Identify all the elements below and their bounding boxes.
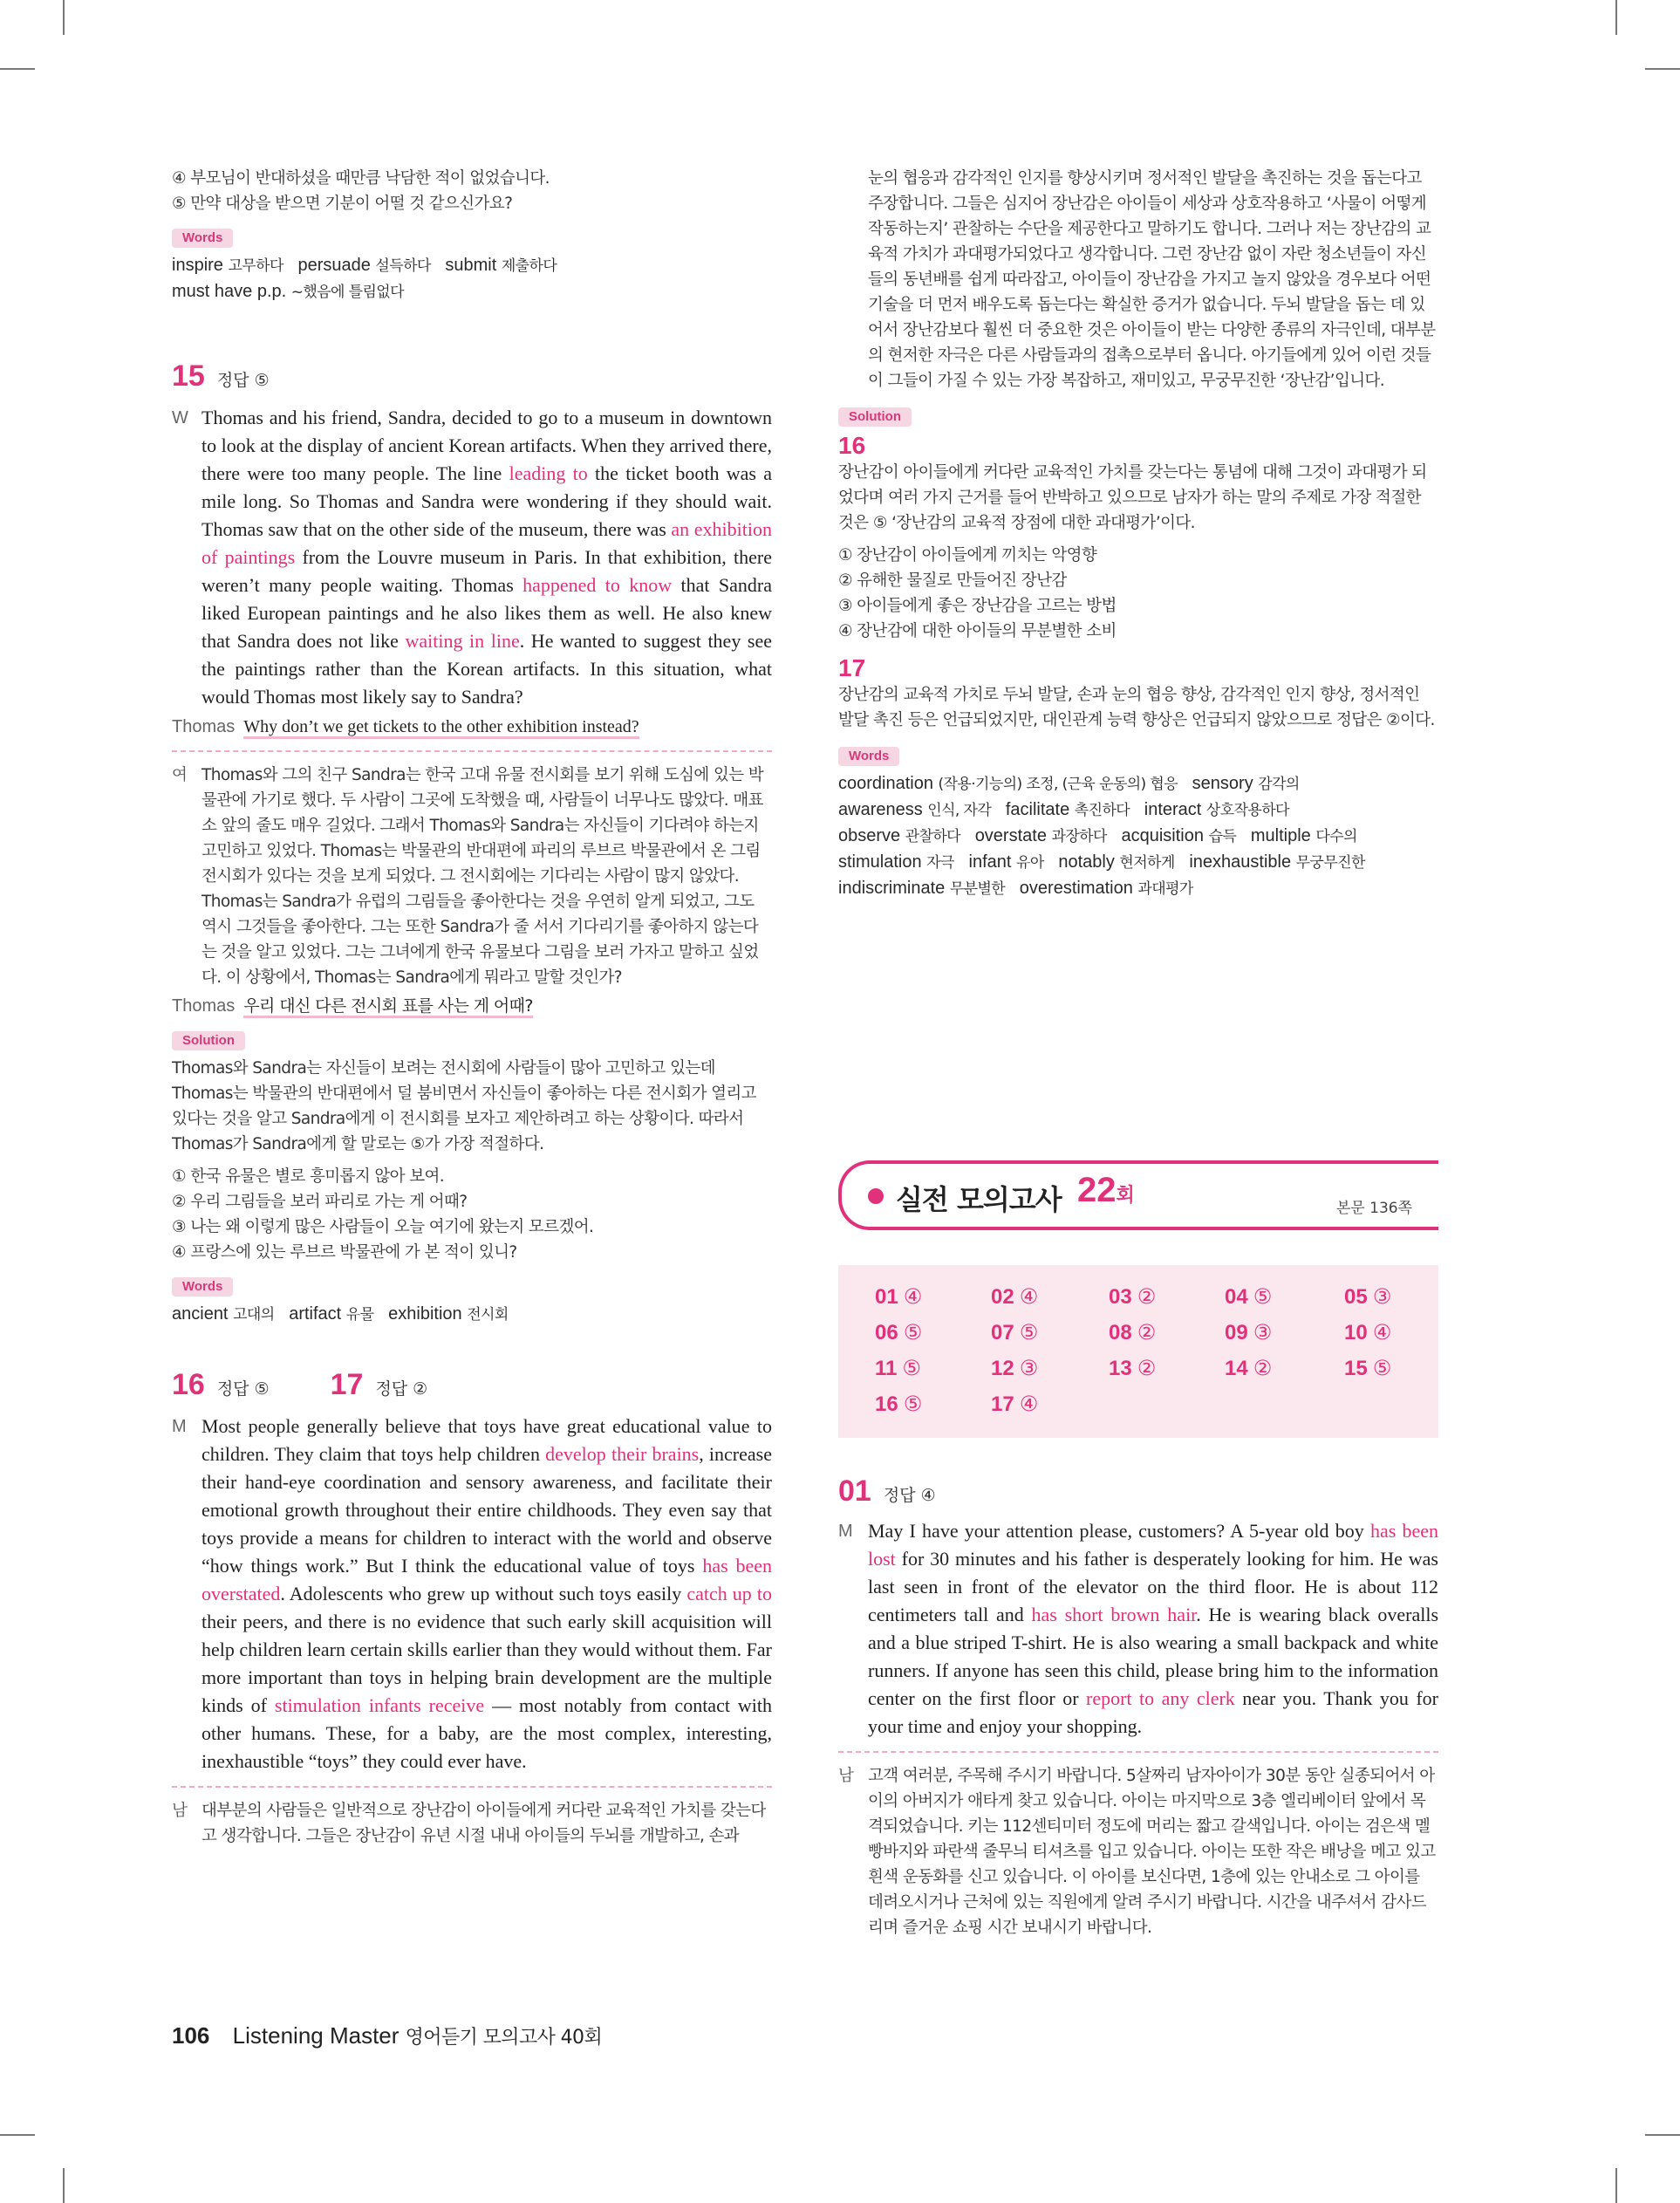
- word: sensory: [1192, 774, 1253, 793]
- answer-cell: [991, 1356, 1038, 1381]
- word: awareness: [838, 800, 923, 819]
- answer-val: ②: [1137, 1356, 1157, 1380]
- q14-options: [172, 166, 772, 216]
- solution-tag: Solution: [172, 1031, 245, 1050]
- speaker-label: Thomas: [172, 996, 236, 1016]
- answer-num: 06: [875, 1321, 898, 1344]
- speaker-label: M: [838, 1522, 853, 1541]
- word-meaning: 유물: [345, 1306, 374, 1324]
- word: infant: [968, 852, 1012, 872]
- option: ④ 프랑스에 있는 루브르 박물관에 가 본 적이 있니?: [172, 1243, 517, 1262]
- crop-mark: [1615, 2168, 1617, 2203]
- answer-text: 우리 대신 다른 전시회 표를 사는 게 어때?: [243, 996, 533, 1018]
- word-meaning: 제출하다: [501, 257, 557, 275]
- answer-num: 13: [1109, 1357, 1132, 1380]
- word-meaning: 무분별한: [949, 880, 1006, 898]
- script-highlight: catch up to: [686, 1583, 772, 1604]
- answer-val: ④: [1019, 1392, 1039, 1416]
- option: ③ 아이들에게 좋은 장난감을 고르는 방법: [838, 597, 1117, 615]
- answer-val: ③: [1372, 1284, 1392, 1309]
- words-tag: Words: [172, 229, 233, 248]
- answer-cell: [991, 1320, 1038, 1345]
- script-text: that Sandra liked European paintings and he also likes them as well. He also knew that Sandra does not like: [201, 574, 772, 652]
- word: interact: [1144, 800, 1202, 819]
- question-number: 16: [172, 1368, 205, 1401]
- word: coordination: [838, 774, 933, 793]
- banner-underline: [960, 1227, 1438, 1230]
- option: ⑤ 만약 대상을 받으면 기분이 어떨 것 같으신가요?: [172, 195, 513, 213]
- word: persuade: [297, 256, 371, 275]
- script-highlight: waiting in line: [405, 630, 520, 652]
- word-meaning: 다수의: [1315, 828, 1357, 845]
- word: inspire: [172, 256, 223, 275]
- script-text: . He wanted to suggest they see the paintings rather than the Korean artifacts. In this situation, what would Thomas most likely say to Sandra?: [201, 630, 772, 708]
- word-meaning: ~했음에 틀림없다: [290, 284, 404, 301]
- word: acquisition: [1121, 826, 1204, 845]
- answer-val: ②: [1137, 1320, 1157, 1344]
- script-highlight: develop their brains: [545, 1443, 700, 1465]
- answer-num: 14: [1225, 1357, 1248, 1380]
- answer-cell: [1344, 1356, 1391, 1381]
- page-reference: 본문 136쪽: [1335, 1200, 1412, 1217]
- crop-mark: [1615, 0, 1617, 35]
- solution-body: 장난감이 아이들에게 커다란 교육적인 가치를 갖는다는 통념에 대해 그것이 과대평가 되었다며 여러 가지 근거를 들어 반박하고 있으므로 남자가 하는 말의 주제로 가장 적절한 것은 ⑤ ‘장난감의 교육적 장점에 대한 과대평가’이다.: [838, 463, 1427, 532]
- translation-continued: [838, 166, 1438, 393]
- page-number: 106: [172, 2022, 210, 2049]
- words-row: [838, 771, 1438, 797]
- answer-val: ⑤: [1253, 1284, 1273, 1309]
- answer-cell: [875, 1284, 922, 1310]
- answer-key: 정답 ⑤: [216, 1379, 270, 1399]
- script-highlight: stimulation infants receive: [274, 1694, 485, 1716]
- word-meaning: 촉진하다: [1074, 802, 1130, 819]
- answer-val: ④: [1372, 1320, 1392, 1344]
- answer-grid: [838, 1265, 1438, 1438]
- crop-mark: [63, 0, 65, 35]
- word: submit: [445, 256, 497, 275]
- book-title-en: Listening Master: [232, 2022, 400, 2049]
- translation: [838, 1763, 1438, 1940]
- script-text: Thomas and his friend, Sandra, decided to go to a museum in downtown to look at the display of ancient Korean artifacts. When they arrived there, there were too many people. The line: [201, 407, 772, 484]
- answer-cell: [1225, 1320, 1272, 1345]
- option: ② 유해한 물질로 만들어진 장난감: [838, 571, 1067, 590]
- solution-number: 16: [838, 432, 866, 459]
- answer-cell: [1225, 1356, 1272, 1381]
- word-meaning: 자극: [926, 854, 954, 872]
- word-meaning: 과장하다: [1051, 828, 1107, 845]
- question-number: 17: [330, 1368, 364, 1401]
- right-column: [838, 166, 1438, 902]
- word: must have p.p.: [172, 282, 287, 301]
- word: overestimation: [1019, 879, 1133, 898]
- words-row: [172, 279, 772, 305]
- solution-text: [838, 682, 1438, 733]
- answer-num: 02: [991, 1285, 1014, 1309]
- option: ④ 장난감에 대한 아이들의 무분별한 소비: [838, 622, 1117, 640]
- answer-num: 05: [1344, 1285, 1368, 1309]
- speaker-label: Thomas: [172, 717, 236, 736]
- words-tag: Words: [172, 1277, 233, 1296]
- answer-cell: [1109, 1356, 1156, 1381]
- script-text: . He is wearing black overalls and a blue striped T-shirt. He is also wearing a small backpack and white runners. If anyone has seen this child, please bring him to the information center on the first floor or: [868, 1604, 1439, 1709]
- word-meaning: 유아: [1016, 854, 1044, 872]
- word-meaning: 무궁무진한: [1295, 854, 1365, 872]
- listening-script: [838, 1517, 1438, 1741]
- script-text: May I have your attention please, customers? A 5-year old boy: [868, 1520, 1370, 1542]
- solution-options: [172, 1164, 772, 1265]
- words-row: [838, 824, 1438, 850]
- words-row: [838, 876, 1438, 902]
- answer-key: 정답 ④: [883, 1486, 936, 1505]
- answer-num: 03: [1109, 1285, 1132, 1309]
- speaker-label: 여: [172, 766, 188, 784]
- solution-body: Thomas와 Sandra는 자신들이 보려는 전시회에 사람들이 많아 고민하고 있는데 Thomas는 박물관의 반대편에서 덜 붐비면서 자신들이 좋아하는 다른 전시회가 열리고 있다는 것을 알고 Sandra에게 이 전시회를 보자고 제안하려고 하는 상황이다. 따라서 Thomas가 Sandra에게 할 말로는 ⑤가 가장 적절하다.: [172, 1059, 756, 1153]
- script-text: their peers, and there is no evidence that such early skill acquisition will help children learn certain skills earlier than they would without them. Far more important than toys in helping brain development are the multiple kinds of: [201, 1611, 772, 1716]
- crop-mark: [0, 2134, 35, 2136]
- answer-num: 15: [1344, 1357, 1368, 1380]
- answer-num: 17: [991, 1392, 1014, 1416]
- translation-text: 고객 여러분, 주목해 주시기 바랍니다. 5살짜리 남자아이가 30분 동안 실종되어서 아이의 아버지가 애타게 찾고 있습니다. 아이는 마지막으로 3층 엘리베이터 앞에서 목격되었습니다. 키는 112센티미터 정도에 머리는 짧고 갈색입니다. 아이는 검은색 멜빵바지와 파란색 줄무늬 티셔츠를 입고 있습니다. 아이는 또한 작은 배낭을 메고 있고 흰색 운동화를 신고 있습니다. 이 아이를 보신다면, 1층에 있는 안내소로 그 아이를 데려오시거나 근처에 있는 직원에게 알려 주시기 바랍니다. 시간을 내주셔서 감사드리며 즐거운 쇼핑 시간 보내시기 바랍니다.: [868, 1767, 1436, 1937]
- left-column: [172, 166, 772, 1849]
- test-banner: [838, 1160, 1438, 1230]
- script-text: from the Louvre museum in Paris. In that exhibition, there weren’t many people waiting. Thomas: [201, 546, 772, 596]
- answer-num: 07: [991, 1321, 1014, 1344]
- answer-val: ③: [1253, 1320, 1273, 1344]
- answer-cell: [875, 1356, 921, 1381]
- answer-cell: [991, 1284, 1038, 1310]
- words-row: [838, 797, 1438, 824]
- answer-num: 01: [875, 1285, 898, 1309]
- answer-cell: [1225, 1284, 1272, 1310]
- word-meaning: 과대평가: [1137, 880, 1193, 898]
- script-highlight: has been overstated: [201, 1555, 772, 1604]
- q01-section: [838, 1474, 1438, 1940]
- answer-val: ⑤: [902, 1356, 921, 1380]
- listening-script: [172, 404, 772, 711]
- answer-cell: [875, 1320, 922, 1345]
- script-highlight: report to any clerk: [1086, 1687, 1235, 1709]
- answer-cell: [1344, 1284, 1391, 1310]
- word-meaning: 인식, 자각: [927, 802, 992, 819]
- bullet-icon: [868, 1188, 884, 1204]
- question-number: 15: [172, 359, 205, 393]
- answer-val: ⑤: [1372, 1356, 1392, 1380]
- option: ② 우리 그림들을 보러 파리로 가는 게 어때?: [172, 1193, 468, 1211]
- word-meaning: 설득하다: [375, 257, 431, 275]
- script-text: , increase their hand-eye coordination and sensory awareness, and facilitate their emotional growth throughout their entire childhoods. They even say that toys provide a means for children to interact with the world and observe “how things work.” But I think the educational value of toys: [201, 1443, 772, 1577]
- test-number-value: 22: [1077, 1171, 1117, 1209]
- words-list: [172, 253, 772, 305]
- question-number: 01: [838, 1474, 871, 1508]
- answer-val: ④: [903, 1284, 923, 1309]
- word: inexhaustible: [1189, 852, 1292, 872]
- words-list: [838, 771, 1438, 902]
- script-highlight: happened to know: [522, 574, 673, 596]
- crop-mark: [1645, 68, 1680, 70]
- words-row: [172, 253, 772, 279]
- answer-cell: [1109, 1320, 1156, 1345]
- script-text: . Adolescents who grew up without such toys easily: [280, 1583, 687, 1604]
- script-highlight: has been lost: [868, 1520, 1438, 1570]
- word: exhibition: [388, 1304, 462, 1324]
- word: stimulation: [838, 852, 922, 872]
- answer-num: 10: [1344, 1321, 1368, 1344]
- script-highlight: has short brown hair: [1031, 1604, 1197, 1625]
- answer-val: ④: [1019, 1284, 1039, 1309]
- solution-options: [838, 543, 1438, 644]
- test-number: [1077, 1171, 1135, 1210]
- option: ③ 나는 왜 이렇게 많은 사람들이 오늘 여기에 왔는지 모르겠어.: [172, 1218, 594, 1236]
- answer-num: 09: [1225, 1321, 1248, 1344]
- crop-mark: [63, 2168, 65, 2203]
- word-meaning: 관찰하다: [905, 828, 961, 845]
- translation-text: Thomas와 그의 친구 Sandra는 한국 고대 유물 전시회를 보기 위해 도심에 있는 박물관에 가기로 했다. 두 사람이 그곳에 도착했을 때, 사람들이 너무나도 많았다. 매표소 앞의 줄도 매우 길었다. 그래서 Thomas와 Sandra는 자신들이 기다려야 하는지 고민하고 있었다. Thomas는 박물관의 반대편에 파리의 루브르 박물관에서 온 그림 전시회가 있다는 것을 보게 되었다. 그 전시회에는 기다리는 사람이 많지 않았다. Thomas는 Sandra가 유럽의 그림들을 좋아한다는 것을 우연히 알게 되었고, 그도 역시 그것들을 좋아한다. 그는 또한 Sandra가 줄 서서 기다리기를 좋아하지 않는다는 것을 알고 있었다. 그는 그녀에게 한국 유물보다 그림을 보러 가자고 말하고 싶었다. 이 상황에서, Thomas는 Sandra에게 뭐라고 말할 것인가?: [201, 766, 764, 987]
- answer-num: 16: [875, 1392, 898, 1416]
- script-text: for 30 minutes and his father is desperately looking for him. He was last seen in front of the elevator on the third floor. He is about 112 centimeters tall and: [868, 1548, 1438, 1625]
- answer-val: ⑤: [1019, 1320, 1039, 1344]
- answer-key: 정답 ⑤: [216, 371, 270, 390]
- question-header: [172, 1368, 772, 1402]
- answer-val: ②: [1253, 1356, 1273, 1380]
- solution-text: [172, 1056, 772, 1157]
- answer-key: 정답 ②: [375, 1379, 428, 1399]
- script-text: the ticket booth was a mile long. So Thomas and Sandra were wondering if they should wait. Thomas saw that on the other side of the museum, there was: [201, 462, 772, 540]
- banner-title: 실전 모의고사: [896, 1183, 1062, 1216]
- option: ① 장난감이 아이들에게 끼치는 악영향: [838, 546, 1097, 564]
- word-meaning: 고무하다: [228, 257, 283, 275]
- answer-cell: [991, 1392, 1038, 1417]
- translation: [172, 763, 772, 990]
- speaker-label: W: [172, 408, 188, 428]
- word: overstate: [974, 826, 1047, 845]
- words-tag: Words: [838, 747, 899, 766]
- script-text: near you. Thank you for your time and enjoy your shopping.: [868, 1687, 1439, 1737]
- page-footer: [172, 2022, 602, 2049]
- word-meaning: 감각의: [1258, 776, 1300, 793]
- answer-text: Why don’t we get tickets to the other exhibition instead?: [243, 717, 639, 739]
- answer-cell: [1344, 1320, 1391, 1345]
- crop-mark: [0, 68, 35, 70]
- solution-number: 17: [838, 654, 866, 681]
- word-meaning: 상호작용하다: [1205, 802, 1289, 819]
- solution-body: 장난감의 교육적 가치로 두뇌 발달, 손과 눈의 협응 향상, 감각적인 인지 향상, 정서적인 발달 촉진 등은 언급되었지만, 대인관계 능력 향상은 언급되지 않았으므로 정답은 ②이다.: [838, 686, 1435, 729]
- answer-line: [172, 713, 772, 740]
- answer-num: 12: [991, 1357, 1014, 1380]
- word: multiple: [1250, 826, 1311, 845]
- crop-mark: [1645, 2134, 1680, 2136]
- answer-cell: [1109, 1284, 1156, 1310]
- book-title: [233, 2022, 602, 2049]
- word: facilitate: [1005, 800, 1070, 819]
- word-meaning: (작용·기능의) 조정, (근육 운동의) 협응: [938, 776, 1178, 793]
- word: artifact: [289, 1304, 342, 1324]
- option: ④ 부모님이 반대하셨을 때만큼 낙담한 적이 없었습니다.: [172, 169, 550, 188]
- word: indiscriminate: [838, 879, 946, 898]
- words-list: [172, 1302, 772, 1328]
- word-meaning: 고대의: [233, 1306, 275, 1324]
- words-row: [838, 850, 1438, 876]
- answer-val: ⑤: [903, 1320, 923, 1344]
- translation-text: 눈의 협응과 감각적인 인지를 향상시키며 정서적인 발달을 촉진하는 것을 돕는다고 주장합니다. 그들은 심지어 장난감은 아이들이 세상과 상호작용하고 ‘사물이 어떻게 작동하는지’ 관찰하는 수단을 제공한다고 말하기도 합니다. 그러나 저는 장난감의 교육적 가치가 과대평가되었다고 생각합니다. 그런 장난감 없이 자란 청소년들이 자신들의 동년배를 쉽게 따라잡고, 아이들이 장난감을 가지고 놀지 않았을 경우보다 어떤 기술을 더 먼저 배우도록 돕는다는 확실한 증거가 없습니다. 두뇌 발달을 돕는 데 있어서 장난감보다 훨씬 더 중요한 것은 아이들이 받는 다양한 종류의 자극인데, 대부분의 현저한 자극은 다른 사람들과의 접촉으로부터 옵니다. 아기들에게 있어 이런 것들이 그들이 가질 수 있는 가장 복잡하고, 재미있고, 무궁무진한 ‘장난감’입니다.: [868, 169, 1436, 390]
- answer-num: 08: [1109, 1321, 1132, 1344]
- option: ① 한국 유물은 별로 흥미롭지 않아 보여.: [172, 1167, 445, 1186]
- answer-val: ②: [1137, 1284, 1157, 1309]
- word-meaning: 습득: [1208, 828, 1237, 845]
- test-number-suffix: 회: [1116, 1184, 1135, 1206]
- script-text: — most notably from contact with other humans. These, for a baby, are the most complex, interesting, inexhaustible “toys” they could ever have.: [201, 1694, 772, 1772]
- question-header: [172, 359, 772, 393]
- word: ancient: [172, 1304, 229, 1324]
- translation: [172, 1798, 772, 1849]
- answer-num: 11: [875, 1357, 898, 1380]
- answer-cell: [875, 1392, 922, 1417]
- word: observe: [838, 826, 901, 845]
- speaker-label: 남: [838, 1767, 854, 1785]
- divider: [172, 750, 772, 752]
- divider: [838, 1751, 1438, 1753]
- word: notably: [1058, 852, 1115, 872]
- script-highlight: an exhibition of paintings: [201, 518, 772, 568]
- translation-text: 대부분의 사람들은 일반적으로 장난감이 아이들에게 커다란 교육적인 가치를 갖는다고 생각합니다. 그들은 장난감이 유년 시절 내내 아이들의 두뇌를 개발하고, 손과: [201, 1802, 766, 1845]
- answer-val: ⑤: [903, 1392, 923, 1416]
- speaker-label: M: [172, 1417, 187, 1436]
- solution-text: [838, 460, 1438, 536]
- solution-tag: Solution: [838, 407, 912, 427]
- speaker-label: 남: [172, 1802, 188, 1820]
- translation-answer: [172, 992, 772, 1019]
- book-title-ko: 영어듣기 모의고사 40회: [405, 2027, 603, 2049]
- divider: [172, 1786, 772, 1788]
- script-text: Most people generally believe that toys have great educational value to children. They claim that toys help children: [201, 1415, 772, 1465]
- script-highlight: leading to: [509, 462, 588, 484]
- listening-script: [172, 1413, 772, 1775]
- answer-val: ③: [1019, 1356, 1039, 1380]
- word-meaning: 전시회: [467, 1306, 509, 1324]
- question-header: [838, 1474, 1438, 1509]
- word-meaning: 현저하게: [1119, 854, 1175, 872]
- answer-num: 04: [1225, 1285, 1248, 1309]
